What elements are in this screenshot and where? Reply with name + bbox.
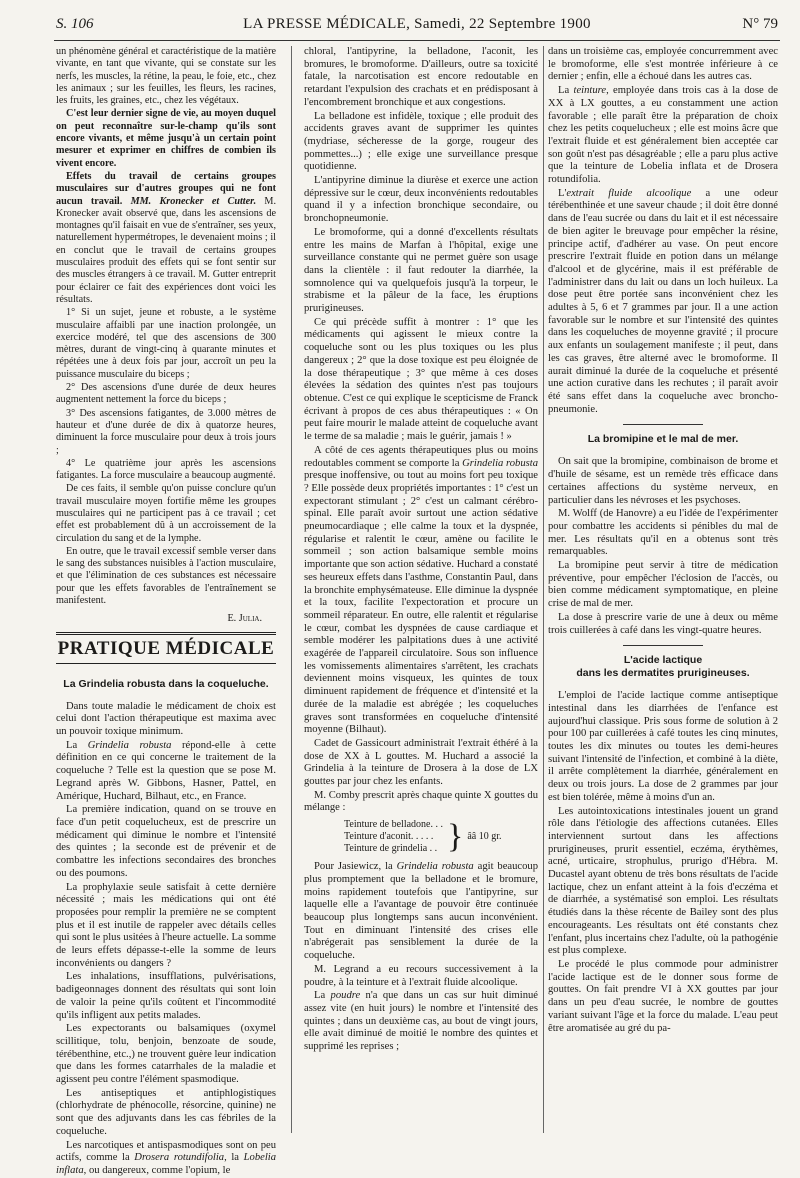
column-rule-2 [543,46,544,1133]
text-italic: Grindelia robusta [462,457,538,469]
paragraph [56,1140,276,1178]
signature: E. Julia. [227,613,262,625]
paragraph [304,445,538,737]
article-title: La bromipine et le mal de mer. [587,433,739,446]
divider [623,645,703,646]
paragraph: Le procédé le plus commode pour administrer l'acide lactique est de le donner sous forme de gouttes. On fait prendre VI à XX gouttes par jour dans un peu d'eau sucrée, le nombre de gouttes variant suivant l'âge et la force du malade. L'eau peut être aromatisée au gré du pa- [548,959,778,1034]
text: agit beaucoup plus promptement que la belladone et le bromure, moins rapidement toutefois que l'antipyrine, sur laquelle elle a l'avantage de pouvoir être continuée beaucoup plus longtemps sans aucun inconvénient. Tout en diminuant l'intensité des crises elle n'abrégerait pas sensiblement la durée de la coqueluche. [304,861,539,962]
paragraph [56,171,276,306]
page-header [54,16,780,41]
paragraph: Cadet de Gassicourt administrait l'extrait éthéré à la dose de XX à L gouttes. M. Huchard a associé la Grindelia à la teinture de Drosera à la dose de LX gouttes par jour chez les enfants. [304,737,538,788]
formula-item: Teinture de belladone. . . [344,819,443,831]
paragraph: dans un troisième cas, employée concurremment avec le bromoforme, elle s'est montrée inférieure à ce dernier ; enfin, elle a échoué dans les autres cas. [548,46,778,83]
paragraph [304,861,538,963]
paragraph: La dose à prescrire varie de une à deux ou même trois cuillerées à café dans les vingt-quatre heures. [548,611,778,636]
paragraph: Dans toute maladie le médicament de choix est celui dont l'action thérapeutique est maxima avec un pouvoir toxique minimum. [56,700,276,738]
paragraph: De ces faits, il semble qu'on puisse conclure qu'un travail musculaire moyen fortifie même les groupes musculaires qui ne participent pas à ce travail ; cet effet est probablement dû à un accroissement de la circulation du sang et de la lymphe. [56,483,276,544]
column-rule-1 [291,46,292,1133]
paragraph: 2° Des ascensions d'une durée de deux heures augmentent nettement la force du biceps ; [56,382,276,406]
paragraph: M. Wolff (de Hanovre) a eu l'idée de l'expérimenter pour combattre les accidents si pénibles du mal de mer. Les résultats qu'il en a obtenus sont très remarquables. [548,508,778,558]
column-3 [548,46,778,1135]
issue-number: N° 79 [742,16,778,32]
column-2 [304,46,538,1135]
text: M. Kronecker avait observé que, dans les ascensions de montagnes qu'il faisait en vue de s'entraîner, ses yeux, naturellement hypermétropes, le devenaient moins ; il en conclut que le travail de certains groupes musculaires produit des effets qui se font sentir sur des muscles étrangers à ce travail. M. Gutter entreprit pour éclairer ce fait des expériences dont voici les résultats. [56,195,276,305]
divider [623,424,703,425]
paragraph: Les inhalations, insufflations, pulvérisations, badigeonnages donnent des résultats qui sont loin de valoir la peine qu'ils coûtent et l'incommodité qu'ils infligent aux petits malades. [56,971,276,1021]
paragraph: L'emploi de l'acide lactique comme antiseptique intestinal dans les diarrhées de l'enfance est aujourd'hui classique. Pris sous forme de solution à 2 pour 100 par cuillerées à café toutes les cinq minutes, toutes les dix minutes ou toutes les demi-heures suivant l'intensité de l'infection, et combiné à la diète, il arrête complètement la diarrhée, généralement en deux ou trois jours. La dose de 2 grammes par jour est bien tolérée, même à moins d'un an. [548,690,778,803]
paragraph: Ce qui précède suffit à montrer : 1° que les médicaments qui agissent le mieux contre la coqueluche sont ou les plus toxiques ou les plus dangereux ; 2° que la dose toxique est peu éloignée de la dose thérapeutique ; 3° que même à ces doses élevées la sédation des quintes n'est pas toujours obtenue. C'est ce qui explique le scepticisme de Franck écrivant à propos de ces abus thérapeutiques : « On peut faire mourir le malade atteint de coqueluche avant le terme de sa maladie ; mais le guérir, jamais ! » [304,316,539,443]
text: L' [558,187,567,199]
column-1 [56,46,276,1176]
paragraph: un phénomène général et caractéristique de la matière vivante, en tant que vivante, qui se constate sur les nerfs, les muscles, la rétine, la peau, le foie, etc., chez les animaux ; sur les feuilles, les fleurs, les racines, les fruits, les graines, etc., chez les végétaux. [56,46,276,107]
text-italic: Drosera rotundifolia [134,1152,225,1164]
paragraph: Les expectorants ou balsamiques (oxymel scillitique, tolu, benjoin, benzoate de soude, térébenthine, etc.,) ne trouvent guère leur indication que dans les formes catarrhales de la maladie et agissent peu contre l'élément spasmodique. [56,1023,276,1086]
text: La [66,739,88,751]
text-italic: Lobelia inflata [56,1152,276,1176]
title-line: dans les dermatites prurigineuses. [576,667,750,680]
text: répond-elle à cette définition en ce qui concerne le traitement de la coqueluche ? Telle est la question que se pose M. Legrand après W. Gibbons, Hasner, Pattel, en Amérique, Huchard, Bilhaut, etc., en France. [56,739,276,802]
subtitle: Effets du travail de certains groupes musculaires sur d'autres groupes qui ne font aucun travail. [56,170,276,207]
journal-title: LA PRESSE MÉDICALE, Samedi, 22 Septembre 1900 [243,16,591,32]
text-italic: teinture [573,85,607,97]
text: n'a que dans un cas sur huit diminué assez vite (en huit jours) le nombre et l'intensité des quintes ; dans un deuxième cas, au bout de vingt jours, elle avait diminué de moitié le nombre des quintes et supprimé les reprises ; [304,990,538,1053]
text: presque inoffensive, ou tout au moins fort peu toxique ? Elle possède deux propriétés importantes : 1° c'est un expectorant stimulant ; 2° c'est un calmant cérébro-spinal. Elle paraît avoir surtout une action sédative pneumocardiaque ; elle calme la toux et la dyspnée, régularise et ralentit le cœur, amène ou facilite le sommeil ; son action balsamique semble moins importante que son action sédative. Huchard a constaté ses heureux effets dans l'asthme, Constantin Paul, dans la bronchite emphysémateuse. Elle diminue la dyspnée et la toux, facilite l'expectoration et procure un sommeil réparateur. En outre, elle ralentit et régularise le cœur, combat les dyspnées de cause cardiaque et semble modérer les palpitations dues à une activité exagérée de l'appareil circulatoire. Sous son influence les vomissements alimentaires s'arrêtent, les crachats deviennent moins visqueux, les quintes de toux diminuent rapidement de fréquence et d'intensité et la durée de la maladie est abrégée ; les coqueluches graves sont transformées en coqueluche d'intensité moyenne (Bilhaut). [304,470,538,736]
paragraph [56,740,276,804]
paragraph [548,85,778,187]
paragraph: M. Comby prescrit après chaque quinte X gouttes du mélange : [304,789,538,814]
formula-item: Teinture de grindelia . . [344,843,438,855]
paragraph: En outre, que le travail excessif semble verser dans le sang des substances nuisibles à l'action musculaire, et que l'élimination de ces substances est nécessaire pour que les effets favorables de l'entraînement se manifestent. [56,545,276,607]
paragraph: La première indication, quand on se trouve en face d'un petit coquelucheux, est de prescrire un médicament qui diminue le nombre et l'intensité des quintes ; la seconde est de prévenir et de combattre les infections secondaires des bronches ou des poumons. [56,804,276,879]
paragraph: M. Legrand a eu recours successivement à la poudre, à la teinture et à l'extrait fluide alcoolique. [304,963,538,988]
paragraph: La prophylaxie seule satisfait à cette dernière nécessité ; mais les médications qui ont été proposées pour remplir la première ne se comptent plus et il est inutile de rappeler avec détails celles qui sont le plus usitées à l'heure actuelle. La somme de leurs effets dépasse-t-elle la somme de leurs inconvénients ou dangers ? [56,881,276,969]
text-italic: Grindelia robusta [87,739,172,751]
authors: MM. Kronecker et Cutter. [130,195,257,207]
paragraph: Les antiseptiques et antiphlogistiques (chlorhydrate de phénocolle, résorcine, quinine) ne sont que des adjuvants dans les cas fébriles de la coqueluche. [56,1087,276,1137]
paragraph [548,188,778,417]
paragraph [304,990,538,1054]
brace-symbol: } [446,818,464,856]
title-line: L'acide lactique [623,654,703,667]
paragraph: C'est leur dernier signe de vie, au moyen duquel on peut reconnaître sur-le-champ qu'ils sont encore vivants, et même jusqu'à un certain point mesurer et exprimer en chiffres de combien ils vivent encore. [56,108,276,169]
text-italic: Grindelia robusta [396,861,474,873]
text: Pour Jasiewicz, la [314,861,397,873]
text-italic: extrait fluide alcoolique [566,187,692,199]
page-number: S. 106 [56,16,94,32]
paragraph: 4° Le quatrième jour après les ascensions fatigantes. La force musculaire a beaucoup augmenté. [56,457,276,482]
paragraph: 1° Si un sujet, jeune et robuste, a le système musculaire affaibli par une inaction prolongée, un exercice modéré, tel que des ascensions de 300 mètres, durant de vingt-cinq à quarante minutes et répétées une à deux fois par jour, accroît un peu la puissance musculaire du biceps ; [56,307,276,380]
paragraph: Les autointoxications intestinales jouent un grand rôle dans l'étiologie des affections cutanées. Elles interviennent surtout dans les affections prurigineuses, prurit essentiel, eczéma, érythèmes, acné, urticaire, strophulus, prurigo d'Hébra. M. Ducastel ayant obtenu de très bons résultats de l'acide lactique, chez un enfant atteint à la fois d'eczéma et de diarrhée, a systématisé son emploi. Les résultats étudiés dans la thèse récente de Bailey sont des plus encourageants. Les résultats ont été constants chez l'enfant, plus incertains chez l'adulte, où la pathogénie est plus complexe. [548,805,778,957]
text: A côté de ces agents thérapeutiques plus ou moins redoutables comment se comporte la [304,444,538,469]
paragraph: Le bromoforme, qui a donné d'excellents résultats entre les mains de Marfan à l'hôpital, exige une surveillance constante qui ne permet guère son usage dans la clientèle : il faut redouter la diarrhée, la somnolence qui va quelquefois jusqu'à la torpeur, le strabisme et la pâleur de la face, les éruptions prurigineuses. [304,226,538,315]
text: , ou dangereux, comme l'opium, le [83,1164,231,1176]
prescription-formula [344,819,538,855]
formula-items [344,819,443,855]
text: a une odeur térébenthinée et une saveur chaude ; il doit être donné dans de l'eau sucrée ou dans du lait et il est nécessaire de bien agiter le breuvage pour empêcher la résine, principe actif, d'adhérer au vase. On peut encore prescrire l'extrait fluide en potion dans un mélange d'alcool et de glycérine, mais il est préférable de l'administrer dans du lait ou dans un loch huileux. La dose peut être portée sans inconvénient chez les adultes à 5, 6 et 7 grammes par jour. Il a une action favorable sur le nombre et sur l'intensité des quintes dans les coqueluches de moyenne gravité ; il procure aux enfants un soulagement manifeste ; il peut, dans les cas graves, être alterné avec le bromoforme. Il aurait diminué la durée de la coqueluche et présenté une action curative dans les rechutes ; il paraît avoir été sans effet dans la coqueluche avec broncho-pneumonie. [548,187,778,415]
paragraph: 3° Des ascensions fatigantes, de 3.000 mètres de hauteur et d'une durée de dix à quatorze heures, diminuent la force musculaire pour deux à trois jours ; [56,407,276,456]
article-title [548,654,778,680]
paragraph: chloral, l'antipyrine, la belladone, l'aconit, les bromures, le bromoforme. D'ailleurs, outre sa toxicité fatale, la narcotisation est encore redoutable en retardant l'expulsion des crachats et en prédisposant à l'encombrement bronchique et aux congestions. [304,46,538,108]
text: Les narcotiques et antispasmodiques sont on peu actifs, comme la [56,1139,276,1164]
article-title: La Grindelia robusta dans la coqueluche. [63,677,269,690]
section-title: PRATIQUE MÉDICALE [56,632,276,664]
paragraph: La belladone est infidèle, toxique ; elle produit des accidents graves avant de supprimer les quintes (mydriase, sécheresse de la gorge, rougeur des pommettes...) ; elle exige une surveillance presque quotidienne. [304,110,538,173]
text: La [558,85,574,97]
formula-dose: ââ 10 gr. [467,831,502,843]
text-italic: poudre [330,990,361,1002]
text: La [314,990,331,1002]
text: , la [224,1152,244,1164]
paragraph: La bromipine peut servir à titre de médication préventive, pour empêcher l'éclosion de l'accès, ou bien comme médicament symptomatique, en pleine crise de mal de mer. [548,560,778,610]
formula-item: Teinture d'aconit. . . . . [344,831,434,843]
text: , employée dans trois cas à la dose de XX à LX gouttes, a eu constamment une action favorable ; elle paraît être la préparation de choix chez les petits coquelucheux ; elle est moins âcre que l'extrait fluide et est généralement bien acceptée car son goût n'est pas désagréable ; elle a paru plus active que la teinture de Lobelia inflata et de Drosera rotundifolia. [548,85,778,186]
paragraph: On sait que la bromipine, combinaison de brome et d'huile de sésame, est un remède très efficace dans certaines affections du système nerveux, en particulier dans les névroses et les psychoses. [548,456,778,506]
paragraph: L'antipyrine diminue la diurèse et exerce une action dépressive sur le cœur, deux inconvénients redoutables quand il y a infection bronchique secondaire, ou bronchopneumonie. [304,175,538,225]
